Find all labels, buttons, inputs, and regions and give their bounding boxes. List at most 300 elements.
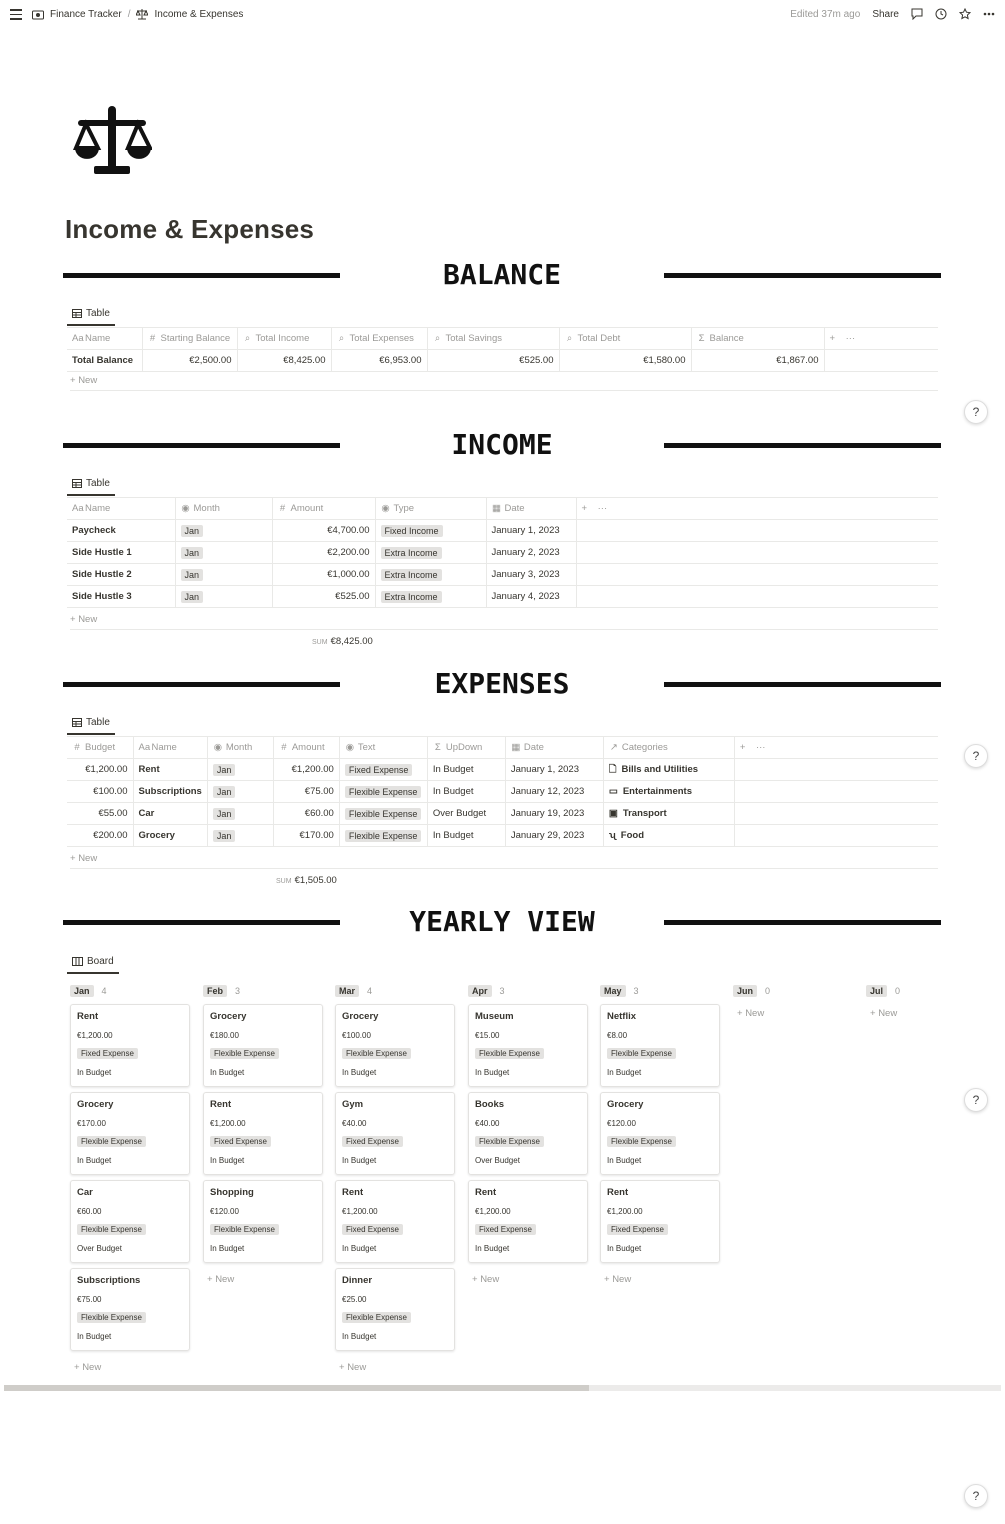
cell-month[interactable]: Jan [207, 803, 273, 825]
cell-category[interactable]: ▭ Entertainments [603, 781, 734, 803]
card-amount: €100.00 [342, 1031, 371, 1040]
card-status: In Budget [77, 1068, 112, 1077]
card-status: Over Budget [77, 1244, 122, 1253]
column-header[interactable]: # Amount [272, 498, 375, 520]
card-title: Netflix [607, 1011, 637, 1022]
add-column-button[interactable] [734, 737, 938, 759]
column-header[interactable]: AaName [67, 498, 175, 520]
new-row-button[interactable]: + New [70, 610, 938, 630]
cell-month[interactable]: Jan [175, 564, 272, 586]
card-amount: €180.00 [210, 1031, 239, 1040]
card-title: Museum [475, 1011, 514, 1022]
card-count: 3 [633, 986, 639, 996]
table-row[interactable] [67, 350, 938, 372]
board-card[interactable] [600, 1092, 720, 1175]
card-status: In Budget [607, 1068, 642, 1077]
income-sum[interactable]: SUM €8,425.00 [312, 636, 373, 647]
month-tag: May [600, 985, 626, 997]
table-row[interactable] [67, 586, 938, 608]
card-status: In Budget [342, 1244, 377, 1253]
card-amount: €25.00 [342, 1295, 367, 1304]
card-status: In Budget [77, 1156, 112, 1165]
card-type-tag: Fixed Expense [342, 1224, 403, 1235]
cell-text[interactable]: Flexible Expense [339, 781, 427, 803]
balance-heading-text: BALANCE [442, 258, 561, 291]
column-header[interactable]: ◉ Type [375, 498, 486, 520]
income-view-tabs [67, 472, 115, 496]
expenses-heading [63, 667, 941, 707]
add-column-button[interactable] [824, 328, 938, 350]
card-title: Gym [342, 1099, 364, 1110]
star-icon[interactable] [959, 8, 971, 20]
cell-amount[interactable]: €75.00 [273, 781, 339, 803]
month-tag: Apr [468, 985, 492, 997]
plus-icon[interactable]: + [829, 333, 836, 344]
cell-month[interactable]: Jan [175, 542, 272, 564]
top-bar [0, 0, 1005, 32]
bus-icon: ▣ [608, 808, 618, 819]
help-button[interactable]: ? [964, 1484, 988, 1508]
board-card[interactable] [70, 1004, 190, 1087]
more-icon[interactable] [983, 12, 995, 16]
calendar-icon: ▦ [492, 503, 501, 514]
horizontal-scrollbar[interactable] [4, 1385, 1001, 1391]
tab-table[interactable] [67, 308, 115, 326]
card-type-tag: Fixed Expense [607, 1224, 668, 1235]
card-title: Grocery [607, 1099, 644, 1110]
card-status: In Budget [210, 1156, 245, 1165]
cell-updown[interactable]: In Budget [427, 781, 505, 803]
new-row-button[interactable]: + New [70, 849, 938, 869]
cell-name[interactable]: Grocery [133, 825, 207, 847]
cell-starting-balance[interactable]: €2,500.00 [142, 350, 237, 372]
cell-name[interactable]: Car [133, 803, 207, 825]
column-header[interactable]: ↗ Categories [603, 737, 734, 759]
yearly-view-tabs [67, 950, 119, 974]
table-row[interactable] [67, 803, 938, 825]
card-type-tag: Flexible Expense [77, 1312, 146, 1323]
add-column-button[interactable] [576, 498, 938, 520]
card-status: In Budget [607, 1156, 642, 1165]
card-count: 3 [235, 986, 241, 996]
card-type-tag: Flexible Expense [210, 1048, 279, 1059]
column-header[interactable]: ▦ Date [486, 498, 576, 520]
board-card[interactable] [468, 1004, 588, 1087]
ticket-icon: ▭ [608, 786, 618, 797]
column-header[interactable]: AaName [67, 328, 142, 350]
board-new-card-button[interactable]: + New [604, 1274, 632, 1285]
card-amount: €1,200.00 [607, 1207, 643, 1216]
clock-icon[interactable] [935, 8, 947, 20]
table-icon [72, 309, 82, 318]
cell-date[interactable]: January 3, 2023 [486, 564, 576, 586]
board-column-header[interactable] [866, 984, 986, 998]
tab-board[interactable] [67, 956, 119, 974]
text-icon: Aa [138, 742, 151, 753]
card-type-tag: Flexible Expense [607, 1136, 676, 1147]
card-type-tag: Fixed Expense [210, 1136, 271, 1147]
tab-label: Table [86, 717, 110, 728]
month-tag: Mar [335, 985, 359, 997]
board-card[interactable] [335, 1092, 455, 1175]
card-title: Rent [210, 1099, 232, 1110]
text-icon: Aa [72, 333, 84, 344]
card-status: In Budget [210, 1068, 245, 1077]
cell-budget[interactable]: €1,200.00 [67, 759, 133, 781]
month-tag: Jan [70, 985, 94, 997]
card-status: In Budget [210, 1244, 245, 1253]
board-column-may [600, 984, 720, 1285]
column-header[interactable]: # Starting Balance [142, 328, 237, 350]
number-icon: # [74, 742, 80, 753]
tab-table[interactable] [67, 717, 115, 735]
month-tag: Feb [203, 985, 227, 997]
column-header[interactable]: Σ UpDown [427, 737, 505, 759]
card-title: Rent [607, 1187, 629, 1198]
share-button[interactable]: Share [872, 8, 899, 20]
column-header[interactable]: ⌕ Total Savings [427, 328, 559, 350]
card-type-tag: Flexible Expense [475, 1136, 544, 1147]
search-icon: ⌕ [566, 333, 573, 344]
card-amount: €1,200.00 [342, 1207, 378, 1216]
column-header[interactable]: ⌕ Total Income [237, 328, 331, 350]
card-title: Rent [342, 1187, 364, 1198]
month-tag: Jun [733, 985, 757, 997]
column-header[interactable]: ⌕ Total Expenses [331, 328, 427, 350]
cell-month[interactable]: Jan [175, 520, 272, 542]
cell-date[interactable]: January 1, 2023 [486, 520, 576, 542]
board-card[interactable] [600, 1180, 720, 1263]
table-row[interactable] [67, 781, 938, 803]
card-amount: €1,200.00 [210, 1119, 246, 1128]
cell-type[interactable]: Extra Income [375, 564, 486, 586]
cell-balance[interactable]: €1,867.00 [691, 350, 824, 372]
cell-budget[interactable]: €100.00 [67, 781, 133, 803]
cell-date[interactable]: January 12, 2023 [505, 781, 603, 803]
breadcrumb-workspace[interactable]: Finance Tracker [50, 9, 122, 20]
cell-total-expenses[interactable]: €6,953.00 [331, 350, 427, 372]
card-amount: €170.00 [77, 1119, 106, 1128]
board-card[interactable] [468, 1092, 588, 1175]
card-title: Rent [475, 1187, 497, 1198]
card-status: In Budget [77, 1332, 112, 1341]
cell-amount[interactable]: €1,200.00 [273, 759, 339, 781]
card-type-tag: Flexible Expense [342, 1312, 411, 1323]
cell-date[interactable]: January 19, 2023 [505, 803, 603, 825]
search-icon: ⌕ [244, 333, 251, 344]
card-status: In Budget [607, 1244, 642, 1253]
yearly-view-heading-text: YEARLY VIEW [409, 905, 595, 938]
board-new-card-button[interactable]: + New [74, 1362, 102, 1373]
card-type-tag: Flexible Expense [77, 1136, 146, 1147]
balance-view-tabs [67, 302, 115, 326]
table-row[interactable] [67, 825, 938, 847]
cell-amount[interactable]: €2,200.00 [272, 542, 375, 564]
card-type-tag: Fixed Expense [342, 1136, 403, 1147]
board-card[interactable] [70, 1092, 190, 1175]
card-amount: €1,200.00 [475, 1207, 511, 1216]
card-status: Over Budget [475, 1156, 520, 1165]
card-amount: €120.00 [607, 1119, 636, 1128]
board-column-jan [70, 984, 190, 1373]
cell-type[interactable]: Fixed Income [375, 520, 486, 542]
cell-text[interactable]: Flexible Expense [339, 803, 427, 825]
cell-name[interactable]: Side Hustle 2 [67, 564, 175, 586]
month-tag: Jul [866, 985, 887, 997]
comment-icon[interactable] [911, 8, 923, 20]
cell-category[interactable]: 🗋 Bills and Utilities [603, 759, 734, 781]
cell-category[interactable]: ʯ Food [603, 825, 734, 847]
menu-icon[interactable] [10, 9, 22, 19]
cell-amount[interactable]: €525.00 [272, 586, 375, 608]
board-column-jun [733, 984, 853, 1019]
scrollbar-thumb[interactable] [4, 1385, 589, 1391]
cell-type[interactable]: Extra Income [375, 542, 486, 564]
help-button[interactable]: ? [964, 400, 988, 424]
board-column-mar [335, 984, 455, 1373]
table-header-row [67, 498, 938, 520]
more-icon[interactable]: ··· [845, 333, 856, 344]
card-status: In Budget [342, 1332, 377, 1341]
card-amount: €120.00 [210, 1207, 239, 1216]
cell-total-savings[interactable]: €525.00 [427, 350, 559, 372]
column-header[interactable]: ◉ Month [175, 498, 272, 520]
card-amount: €8.00 [607, 1031, 628, 1040]
table-row[interactable] [67, 759, 938, 781]
board-card[interactable] [203, 1180, 323, 1263]
card-status: In Budget [475, 1068, 510, 1077]
card-title: Car [77, 1187, 93, 1198]
text-icon: Aa [72, 503, 84, 514]
cell-date[interactable]: January 4, 2023 [486, 586, 576, 608]
board-column-feb [203, 984, 323, 1285]
cell-budget[interactable]: €200.00 [67, 825, 133, 847]
tab-label: Table [86, 478, 110, 489]
fork-knife-icon: ʯ [608, 830, 616, 841]
relation-arrow-icon: ↗ [609, 742, 618, 753]
card-amount: €1,200.00 [77, 1031, 113, 1040]
table-header-row [67, 737, 938, 759]
table-header-row [67, 328, 938, 350]
column-header[interactable]: # Budget [67, 737, 133, 759]
board-card[interactable] [468, 1180, 588, 1263]
yearly-view-heading [63, 905, 941, 945]
cell-month[interactable]: Jan [175, 586, 272, 608]
cell-amount[interactable]: €4,700.00 [272, 520, 375, 542]
cell-name[interactable]: Paycheck [67, 520, 175, 542]
board-column-apr [468, 984, 588, 1285]
plus-icon: + [739, 742, 746, 753]
table-icon [72, 718, 82, 727]
table-icon [72, 479, 82, 488]
tab-label: Board [87, 956, 114, 967]
breadcrumb-page[interactable]: Income & Expenses [154, 9, 244, 20]
board-card[interactable] [335, 1180, 455, 1263]
cell-name[interactable]: Rent [133, 759, 207, 781]
cell-name[interactable]: Side Hustle 3 [67, 586, 175, 608]
board-column-header[interactable] [600, 984, 720, 998]
cell-text[interactable]: Flexible Expense [339, 825, 427, 847]
sum-icon: Σ [434, 742, 441, 753]
cell-date[interactable]: January 1, 2023 [505, 759, 603, 781]
select-icon: ◉ [181, 503, 190, 514]
number-icon: # [149, 333, 156, 344]
cell-date[interactable]: January 2, 2023 [486, 542, 576, 564]
card-amount: €40.00 [475, 1119, 500, 1128]
card-title: Rent [77, 1011, 99, 1022]
tab-label: Table [86, 308, 110, 319]
document-icon: 🗋 [608, 763, 617, 775]
board-new-card-button[interactable]: + New [870, 1008, 898, 1019]
scale-icon [136, 9, 148, 20]
search-icon: ⌕ [338, 333, 345, 344]
card-title: Grocery [210, 1011, 247, 1022]
cell-name[interactable]: Subscriptions [133, 781, 207, 803]
money-icon [32, 10, 44, 20]
card-status: In Budget [342, 1068, 377, 1077]
column-header[interactable]: # Amount [273, 737, 339, 759]
page-icon-scale[interactable] [72, 104, 152, 181]
cell-updown[interactable]: In Budget [427, 759, 505, 781]
number-icon: # [281, 742, 287, 753]
income-heading [63, 428, 941, 468]
card-count: 4 [101, 986, 107, 996]
income-heading-text: INCOME [451, 428, 553, 461]
card-title: Grocery [342, 1011, 379, 1022]
card-type-tag: Flexible Expense [475, 1048, 544, 1059]
card-count: 0 [895, 986, 901, 996]
column-header[interactable]: ▦ Date [505, 737, 603, 759]
column-header[interactable]: AaName [133, 737, 207, 759]
board-column-header[interactable] [335, 984, 455, 998]
card-count: 3 [499, 986, 505, 996]
cell-month[interactable]: Jan [207, 781, 273, 803]
board-new-card-button[interactable]: + New [339, 1362, 367, 1373]
board-card[interactable] [203, 1092, 323, 1175]
divider [664, 273, 941, 278]
board-column-header[interactable] [203, 984, 323, 998]
cell-amount[interactable]: €170.00 [273, 825, 339, 847]
card-title: Subscriptions [77, 1275, 141, 1286]
board-icon [72, 957, 83, 966]
cell-month[interactable]: Jan [207, 825, 273, 847]
breadcrumb-separator: / [127, 9, 131, 20]
card-amount: €15.00 [475, 1031, 500, 1040]
card-title: Dinner [342, 1275, 373, 1286]
search-icon: ⌕ [434, 333, 441, 344]
card-count: 4 [367, 986, 373, 996]
expenses-table [67, 736, 938, 847]
cell-updown[interactable]: In Budget [427, 825, 505, 847]
card-type-tag: Flexible Expense [77, 1224, 146, 1235]
card-title: Shopping [210, 1187, 254, 1198]
balance-table [67, 327, 938, 372]
card-type-tag: Fixed Expense [475, 1224, 536, 1235]
card-amount: €40.00 [342, 1119, 367, 1128]
board-card[interactable] [600, 1004, 720, 1087]
board-card[interactable] [70, 1268, 190, 1351]
card-title: Grocery [77, 1099, 114, 1110]
board-column-header[interactable] [70, 984, 190, 998]
scale-icon [72, 104, 152, 176]
cell-name[interactable]: Side Hustle 1 [67, 542, 175, 564]
table-row[interactable] [67, 520, 938, 542]
select-icon: ◉ [213, 742, 222, 753]
board-card[interactable] [335, 1004, 455, 1087]
board-new-card-button[interactable]: + New [737, 1008, 765, 1019]
card-status: In Budget [475, 1244, 510, 1253]
board-new-card-button[interactable]: + New [472, 1274, 500, 1285]
board-new-card-button[interactable]: + New [207, 1274, 235, 1285]
help-button[interactable]: ? [964, 744, 988, 768]
column-header[interactable]: Σ Balance [691, 328, 824, 350]
cell-category[interactable]: ▣ Transport [603, 803, 734, 825]
board-column-header[interactable] [468, 984, 588, 998]
board-column-header[interactable] [733, 984, 853, 998]
board-card[interactable] [203, 1004, 323, 1087]
expenses-heading-text: EXPENSES [434, 667, 570, 700]
table-row[interactable] [67, 564, 938, 586]
board-card[interactable] [335, 1268, 455, 1351]
board-column-jul [866, 984, 986, 1019]
card-type-tag: Fixed Expense [77, 1048, 138, 1059]
cell-text[interactable]: Fixed Expense [339, 759, 427, 781]
select-icon: ◉ [345, 742, 354, 753]
card-type-tag: Flexible Expense [607, 1048, 676, 1059]
plus-icon: + [581, 503, 588, 514]
calendar-icon: ▦ [511, 742, 521, 753]
card-type-tag: Flexible Expense [342, 1048, 411, 1059]
expenses-view-tabs [67, 711, 115, 735]
card-amount: €75.00 [77, 1295, 102, 1304]
page-title: Income & Expenses [65, 214, 315, 244]
new-row-button[interactable]: + New [70, 371, 938, 391]
cell-month[interactable]: Jan [207, 759, 273, 781]
card-amount: €60.00 [77, 1207, 102, 1216]
cell-date[interactable]: January 29, 2023 [505, 825, 603, 847]
table-row[interactable] [67, 542, 938, 564]
edited-timestamp: Edited 37m ago [790, 8, 861, 20]
cell-amount[interactable]: €1,000.00 [272, 564, 375, 586]
cell-type[interactable]: Extra Income [375, 586, 486, 608]
card-type-tag: Flexible Expense [210, 1224, 279, 1235]
cell-budget[interactable]: €55.00 [67, 803, 133, 825]
balance-heading [63, 258, 941, 298]
breadcrumb [32, 9, 243, 20]
column-header[interactable]: ⌕ Total Debt [559, 328, 691, 350]
income-table [67, 497, 938, 608]
column-header[interactable]: ◉ Text [339, 737, 427, 759]
cell-total-debt[interactable]: €1,580.00 [559, 350, 691, 372]
more-icon: ··· [755, 742, 766, 753]
cell-amount[interactable]: €60.00 [273, 803, 339, 825]
expenses-sum[interactable]: SUM €1,505.00 [276, 875, 337, 886]
tab-table[interactable] [67, 478, 115, 496]
board-card[interactable] [70, 1180, 190, 1263]
select-icon: ◉ [381, 503, 390, 514]
sum-icon: Σ [698, 333, 705, 344]
help-button[interactable]: ? [964, 1088, 988, 1112]
card-title: Books [475, 1099, 505, 1110]
cell-updown[interactable]: Over Budget [427, 803, 505, 825]
cell-name[interactable]: Total Balance [67, 350, 142, 372]
card-count: 0 [765, 986, 771, 996]
column-header[interactable]: ◉ Month [207, 737, 273, 759]
cell-total-income[interactable]: €8,425.00 [237, 350, 331, 372]
more-icon: ··· [597, 503, 608, 514]
card-status: In Budget [342, 1156, 377, 1165]
number-icon: # [279, 503, 286, 514]
